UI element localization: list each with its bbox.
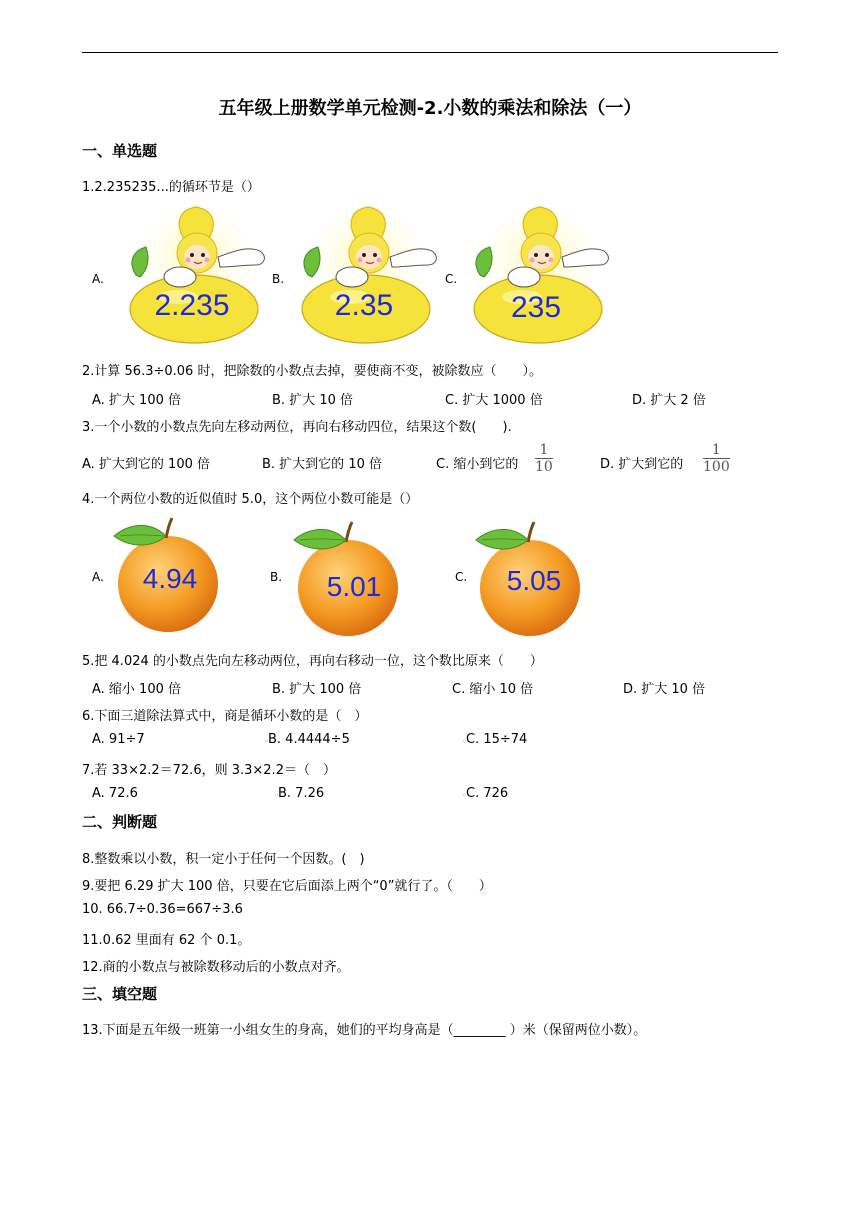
question-10: 10. 66.7÷0.36=667÷3.6 <box>82 902 243 917</box>
question-7: 7.若 33×2.2＝72.6，则 3.3×2.2＝（ ） <box>82 763 336 778</box>
bullet-mark: ◦ <box>264 737 269 746</box>
q1-label-a: A. <box>92 272 104 286</box>
q1-value-a: 2.235 <box>154 289 230 322</box>
q3-option-b: B. 扩大到它的 10 倍 <box>262 457 382 472</box>
q7-option-c: C. 726 <box>466 786 509 801</box>
q4-label-c: C. <box>455 570 468 584</box>
lemon-mascot-icon <box>290 205 448 347</box>
orange-fruit-icon <box>290 518 402 638</box>
q2-option-c: C. 扩大 1000 倍 <box>445 393 543 408</box>
q6-option-b: B. 4.4444÷5 <box>268 732 350 747</box>
q7-option-a: A. 72.6 <box>92 786 138 801</box>
q4-label-b: B. <box>270 570 283 584</box>
question-11: 11.0.62 里面有 62 个 0.1。 <box>82 933 251 948</box>
q5-option-b: B. 扩大 100 倍 <box>272 682 362 697</box>
q1-label-c: C. <box>445 272 458 286</box>
q3-fraction-c <box>535 443 553 474</box>
lemon-mascot-icon <box>462 205 620 347</box>
page-title: 五年级上册数学单元检测-2.小数的乘法和除法（一） <box>218 98 642 119</box>
q2-option-d: D. 扩大 2 倍 <box>632 393 706 408</box>
question-13: 13.下面是五年级一班第一小组女生的身高，她们的平均身高是（________ ）米（保留两位小数）。 <box>82 1023 647 1038</box>
question-4: 4.一个两位小数的近似值时 5.0，这个两位小数可能是（） <box>82 492 419 507</box>
q4-value-c: 5.05 <box>506 565 562 596</box>
question-9: 9.要把 6.29 扩大 100 倍，只要在它后面添上两个“0”就行了。（ ） <box>82 879 492 894</box>
q3-option-a: A. 扩大到它的 100 倍 <box>82 457 211 472</box>
orange-fruit-icon <box>110 514 222 634</box>
q1-label-b: B. <box>272 272 285 286</box>
lemon-mascot-icon <box>118 205 276 347</box>
q2-option-a: A. 扩大 100 倍 <box>92 393 182 408</box>
fraction-denominator: 100 <box>703 459 730 475</box>
q6-option-a: A. 91÷7 <box>92 732 145 747</box>
q5-option-c: C. 缩小 10 倍 <box>452 682 534 697</box>
fraction-numerator: 1 <box>711 442 721 458</box>
q5-option-a: A. 缩小 100 倍 <box>92 682 182 697</box>
section-fill-blank: 三、填空题 <box>82 985 158 1003</box>
question-3: 3.一个小数的小数点先向左移动两位，再向右移动四位，结果这个数( ). <box>82 420 512 435</box>
q6-option-c: C. 15÷74 <box>466 732 528 747</box>
question-2: 2.计算 56.3÷0.06 时，把除数的小数点去掉，要使商不变，被除数应（ ）。 <box>82 364 542 379</box>
bullet-mark: ◦ <box>462 737 467 746</box>
header-rule <box>82 52 778 53</box>
question-12: 12.商的小数点与被除数移动后的小数点对齐。 <box>82 960 350 975</box>
fraction-numerator: 1 <box>539 442 549 458</box>
q7-option-b: B. 7.26 <box>278 786 325 801</box>
section-true-false: 二、判断题 <box>82 813 158 831</box>
q5-option-d: D. 扩大 10 倍 <box>623 682 706 697</box>
question-6: 6.下面三道除法算式中，商是循环小数的是（ ） <box>82 709 368 724</box>
bullet-mark: ◦ <box>462 791 467 800</box>
question-8: 8.整数乘以小数，积一定小于任何一个因数。( ) <box>82 852 365 867</box>
q4-label-a: A. <box>92 570 104 584</box>
section-single-choice: 一、单选题 <box>82 142 158 160</box>
q4-value-b: 5.01 <box>326 571 382 602</box>
q2-option-b: B. 扩大 10 倍 <box>272 393 353 408</box>
fraction-denominator: 10 <box>535 459 553 475</box>
question-5: 5.把 4.024 的小数点先向左移动两位，再向右移动一位，这个数比原来（ ） <box>82 654 543 669</box>
q1-value-c: 235 <box>510 291 562 324</box>
q3-fraction-d <box>703 443 730 474</box>
bullet-mark: ◦ <box>274 791 279 800</box>
q3-option-d: D. 扩大到它的 <box>600 457 684 472</box>
orange-fruit-icon <box>472 518 584 638</box>
q4-value-a: 4.94 <box>142 563 198 594</box>
q3-option-c: C. 缩小到它的 <box>436 457 519 472</box>
q1-value-b: 2.35 <box>334 289 394 322</box>
question-1: 1.2.235235...的循环节是（） <box>82 180 260 195</box>
